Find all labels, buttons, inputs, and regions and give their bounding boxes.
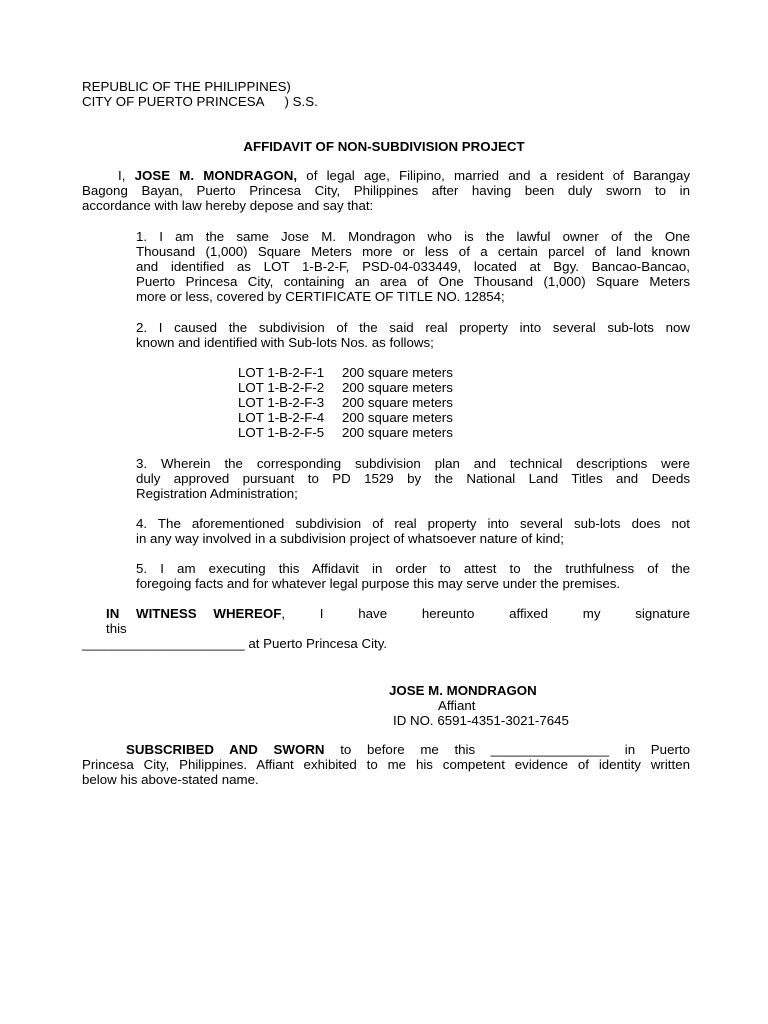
affiant-signature-name: JOSE M. MONDRAGON bbox=[389, 683, 537, 698]
paragraph-1-line: Puerto Princesa City, containing an area of One Thousand (1,000) Square Meters bbox=[136, 274, 690, 289]
jurat-line-3: below his above-stated name. bbox=[82, 772, 259, 787]
intro-line-1-rest: of legal age, Filipino, married and a resident of Barangay bbox=[297, 168, 691, 183]
paragraph-5-line: foregoing facts and for whatever legal purpose this may serve under the premises. bbox=[136, 576, 621, 591]
paragraph-1-line: 1. I am the same Jose M. Mondragon who is the lawful owner of the One bbox=[136, 229, 690, 244]
intro-prefix: I, bbox=[118, 168, 135, 183]
paragraph-2-line: 2. I caused the subdivision of the said real property into several sub-lots now bbox=[136, 320, 690, 335]
paragraph-1-line: Thousand (1,000) Square Meters more or less of a certain parcel of land known bbox=[136, 244, 690, 259]
paragraph-2-line: known and identified with Sub-lots Nos. as follows; bbox=[136, 335, 434, 350]
lot-id: LOT 1-B-2-F-3 bbox=[238, 395, 325, 410]
paragraph-3-line: duly approved pursuant to PD 1529 by the National Land Titles and Deeds bbox=[136, 471, 690, 486]
caption-city: CITY OF PUERTO PRINCESA bbox=[82, 94, 265, 109]
lot-id: LOT 1-B-2-F-4 bbox=[238, 410, 325, 425]
lot-row bbox=[238, 410, 453, 425]
intro-paragraph bbox=[82, 168, 690, 213]
paragraph-5 bbox=[136, 561, 690, 591]
lot-area: 200 square meters bbox=[342, 410, 453, 425]
jurat-line-1-rest: to before me this ________________ in Puerto bbox=[324, 742, 690, 757]
intro-line-1 bbox=[82, 168, 690, 183]
lot-id: LOT 1-B-2-F-5 bbox=[238, 425, 325, 440]
intro-line-2: Bagong Bayan, Puerto Princesa City, Philippines after having been duly sworn to in bbox=[82, 183, 690, 198]
paragraph-1 bbox=[136, 229, 690, 304]
lot-area: 200 square meters bbox=[342, 380, 453, 395]
lot-row bbox=[238, 365, 453, 380]
jurat-line-2: Princesa City, Philippines. Affiant exhibited to me his competent evidence of identity written bbox=[82, 757, 690, 772]
paragraph-4-line: 4. The aforementioned subdivision of real property into several sub-lots does not bbox=[136, 516, 690, 531]
jurat-paragraph bbox=[82, 742, 690, 787]
lot-row bbox=[238, 425, 453, 440]
witness-line-1 bbox=[82, 606, 690, 636]
affiant-role: Affiant bbox=[438, 698, 476, 713]
lot-row bbox=[238, 380, 453, 395]
witness-line-2: ______________________ at Puerto Princesa City. bbox=[82, 636, 388, 651]
paragraph-1-line: and identified as LOT 1-B-2-F, PSD-04-033449, located at Bgy. Bancao-Bancao, bbox=[136, 259, 690, 274]
paragraph-3-line: Registration Administration; bbox=[136, 486, 298, 501]
witness-paragraph bbox=[82, 606, 690, 651]
paragraph-1-line: more or less, covered by CERTIFICATE OF TITLE NO. 12854; bbox=[136, 289, 505, 304]
witness-line-1-rest: , I have hereunto affixed my signature this bbox=[106, 606, 690, 636]
paragraph-3 bbox=[136, 456, 690, 501]
document-title: AFFIDAVIT OF NON-SUBDIVISION PROJECT bbox=[243, 139, 525, 154]
paragraph-4-line: in any way involved in a subdivision project of whatsoever nature of kind; bbox=[136, 531, 564, 546]
document-caption bbox=[82, 79, 690, 109]
sub-lots-list bbox=[238, 365, 453, 440]
paragraph-3-line: 3. Wherein the corresponding subdivision plan and technical descriptions were bbox=[136, 456, 690, 471]
jurat-heading: SUBSCRIBED AND SWORN bbox=[126, 742, 325, 757]
lot-id: LOT 1-B-2-F-1 bbox=[238, 365, 325, 380]
caption-line-1: REPUBLIC OF THE PHILIPPINES) bbox=[82, 79, 291, 94]
intro-line-3: accordance with law hereby depose and say that: bbox=[82, 198, 374, 213]
paragraph-5-line: 5. I am executing this Affidavit in order to attest to the truthfulness of the bbox=[136, 561, 690, 576]
caption-ss: ) S.S. bbox=[284, 94, 318, 109]
witness-heading: IN WITNESS WHEREOF bbox=[106, 606, 282, 621]
paragraph-2 bbox=[136, 320, 690, 350]
caption-line-2 bbox=[82, 94, 690, 109]
lot-area: 200 square meters bbox=[342, 365, 453, 380]
affiant-name-intro: JOSE M. MONDRAGON, bbox=[134, 168, 298, 183]
jurat-line-1 bbox=[82, 742, 690, 757]
lot-area: 200 square meters bbox=[342, 395, 453, 410]
paragraph-4 bbox=[136, 516, 690, 546]
lot-id: LOT 1-B-2-F-2 bbox=[238, 380, 325, 395]
lot-area: 200 square meters bbox=[342, 425, 453, 440]
lot-row bbox=[238, 395, 453, 410]
affiant-id-number: ID NO. 6591-4351-3021-7645 bbox=[393, 713, 569, 728]
